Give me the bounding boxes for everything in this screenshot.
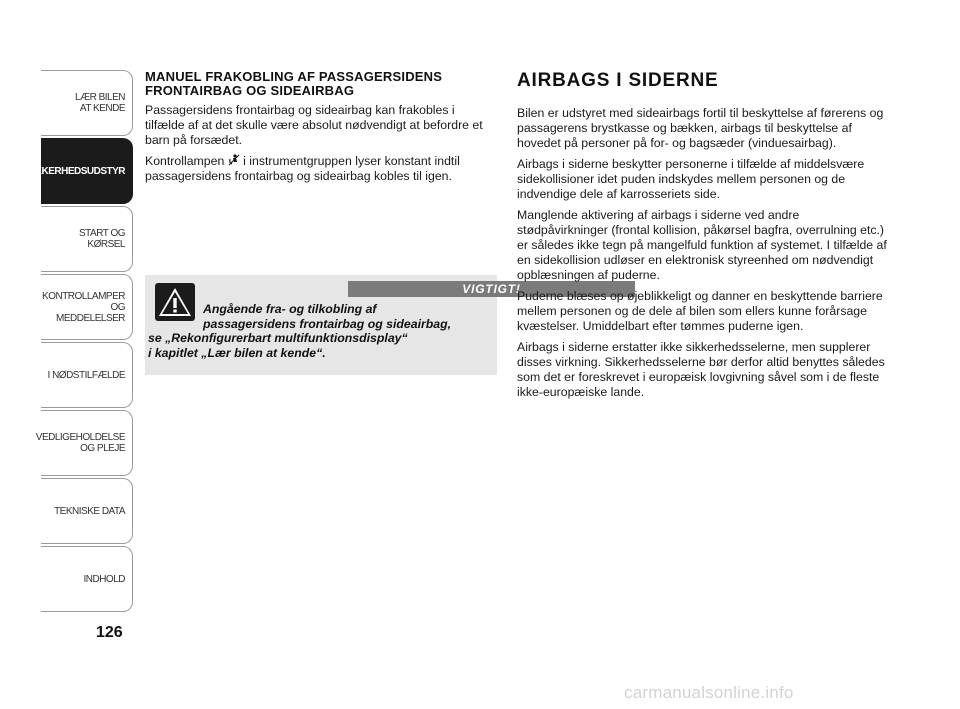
paragraph-side-airbags-2: Airbags i siderne beskytter personerne i tilfælde af middelsvære sidekollisioner idet puden indskydes mellem personen og de indvendige dele af karrosseriets side. <box>517 157 865 201</box>
right-column <box>517 70 887 406</box>
tab-laer-bilen-at-kende[interactable]: LÆR BILEN AT KENDE <box>41 70 133 136</box>
notice-line-3: se „Rekonfigurerbart multifunktionsdisplay“ <box>148 331 408 345</box>
heading-line-2: FRONTAIRBAG OG SIDEAIRBAG <box>145 83 355 98</box>
section-heading-manual-deactivation <box>145 70 497 98</box>
tab-kontrollamper[interactable]: KONTROLLAMPER OG MEDDELELSER <box>41 274 133 340</box>
paragraph-deactivation: Passagersidens frontairbag og sideairbag kan frakobles i tilfælde af at det skulle være absolut nødvendigt at befordre et barn på forsædet. <box>145 103 483 147</box>
notice-line-4: i kapitlet „Lær bilen at kende“. <box>148 345 326 360</box>
airbag-off-icon <box>228 154 240 166</box>
watermark: carmanualsonline.info <box>624 683 794 702</box>
paragraph-side-airbags-3: Manglende aktivering af airbags i siderne ved andre stødpåvirkninger (frontal kollision, påkørsel bagfra, overrulning etc.) er således ikke tegn på mangelfuld funktion af systemet. I tilfælde af en sidekollision udløser en elektronisk styreenhed om nødvendigt opblæsningen af puderne. <box>517 208 887 282</box>
important-notice-text <box>145 302 497 360</box>
tab-tekniske-data[interactable]: TEKNISKE DATA <box>41 478 133 544</box>
page-title: AIRBAGS I SIDERNE <box>517 70 719 91</box>
tab-vedligeholdelse[interactable]: VEDLIGEHOLDELSE OG PLEJE <box>41 410 133 476</box>
heading-line-1: MANUEL FRAKOBLING AF PASSAGERSIDENS <box>145 69 443 84</box>
paragraph-warning-light <box>145 154 497 184</box>
paragraph-side-airbags-1: Bilen er udstyret med sideairbags fortil til beskyttelse af førerens og passagerens brystkasse og bækken, airbags til beskyttelse af hovedet på personer på for- og bagsæder (vinduesairbag). <box>517 106 884 150</box>
tab-i-nodstilfaelde[interactable]: I NØDSTILFÆLDE <box>41 342 133 408</box>
paragraph-text-after-icon: i instrumentgruppen lyser konstant indtil passagersidens frontairbag og sideairbag kobles til igen. <box>145 154 460 183</box>
notice-line-2: passagersidens frontairbag og sideairbag, <box>203 316 452 331</box>
paragraph-side-airbags-4: Puderne blæses op øjeblikkeligt og danner en beskyttende barriere mellem personen og de dele af bilen som ellers kunne forårsage kvæstelser. Umiddelbart efter tømmes puderne igen. <box>517 289 883 333</box>
paragraph-side-airbags-5: Airbags i siderne erstatter ikke sikkerhedsselerne, men supplerer disses virkning. Sikkerhedsselerne bør derfor altid benyttes således som det er foreskrevet i europæisk lovgivning såvel som i de fleste ikke-europæiske lande. <box>517 340 885 399</box>
notice-line-1: Angående fra- og tilkobling af <box>203 302 377 316</box>
tab-start-og-korsel[interactable]: START OG KØRSEL <box>41 206 133 272</box>
page-number: 126 <box>96 624 123 641</box>
tab-sikkerhedsudstyr[interactable]: SIKKERHEDSUDSTYR <box>41 138 133 204</box>
left-column <box>145 70 497 190</box>
important-notice-box <box>145 275 521 375</box>
important-label: VIGTIGT! <box>348 281 635 297</box>
paragraph-text-before-icon: Kontrollampen <box>145 154 228 168</box>
tab-indhold[interactable]: INDHOLD <box>41 546 133 612</box>
